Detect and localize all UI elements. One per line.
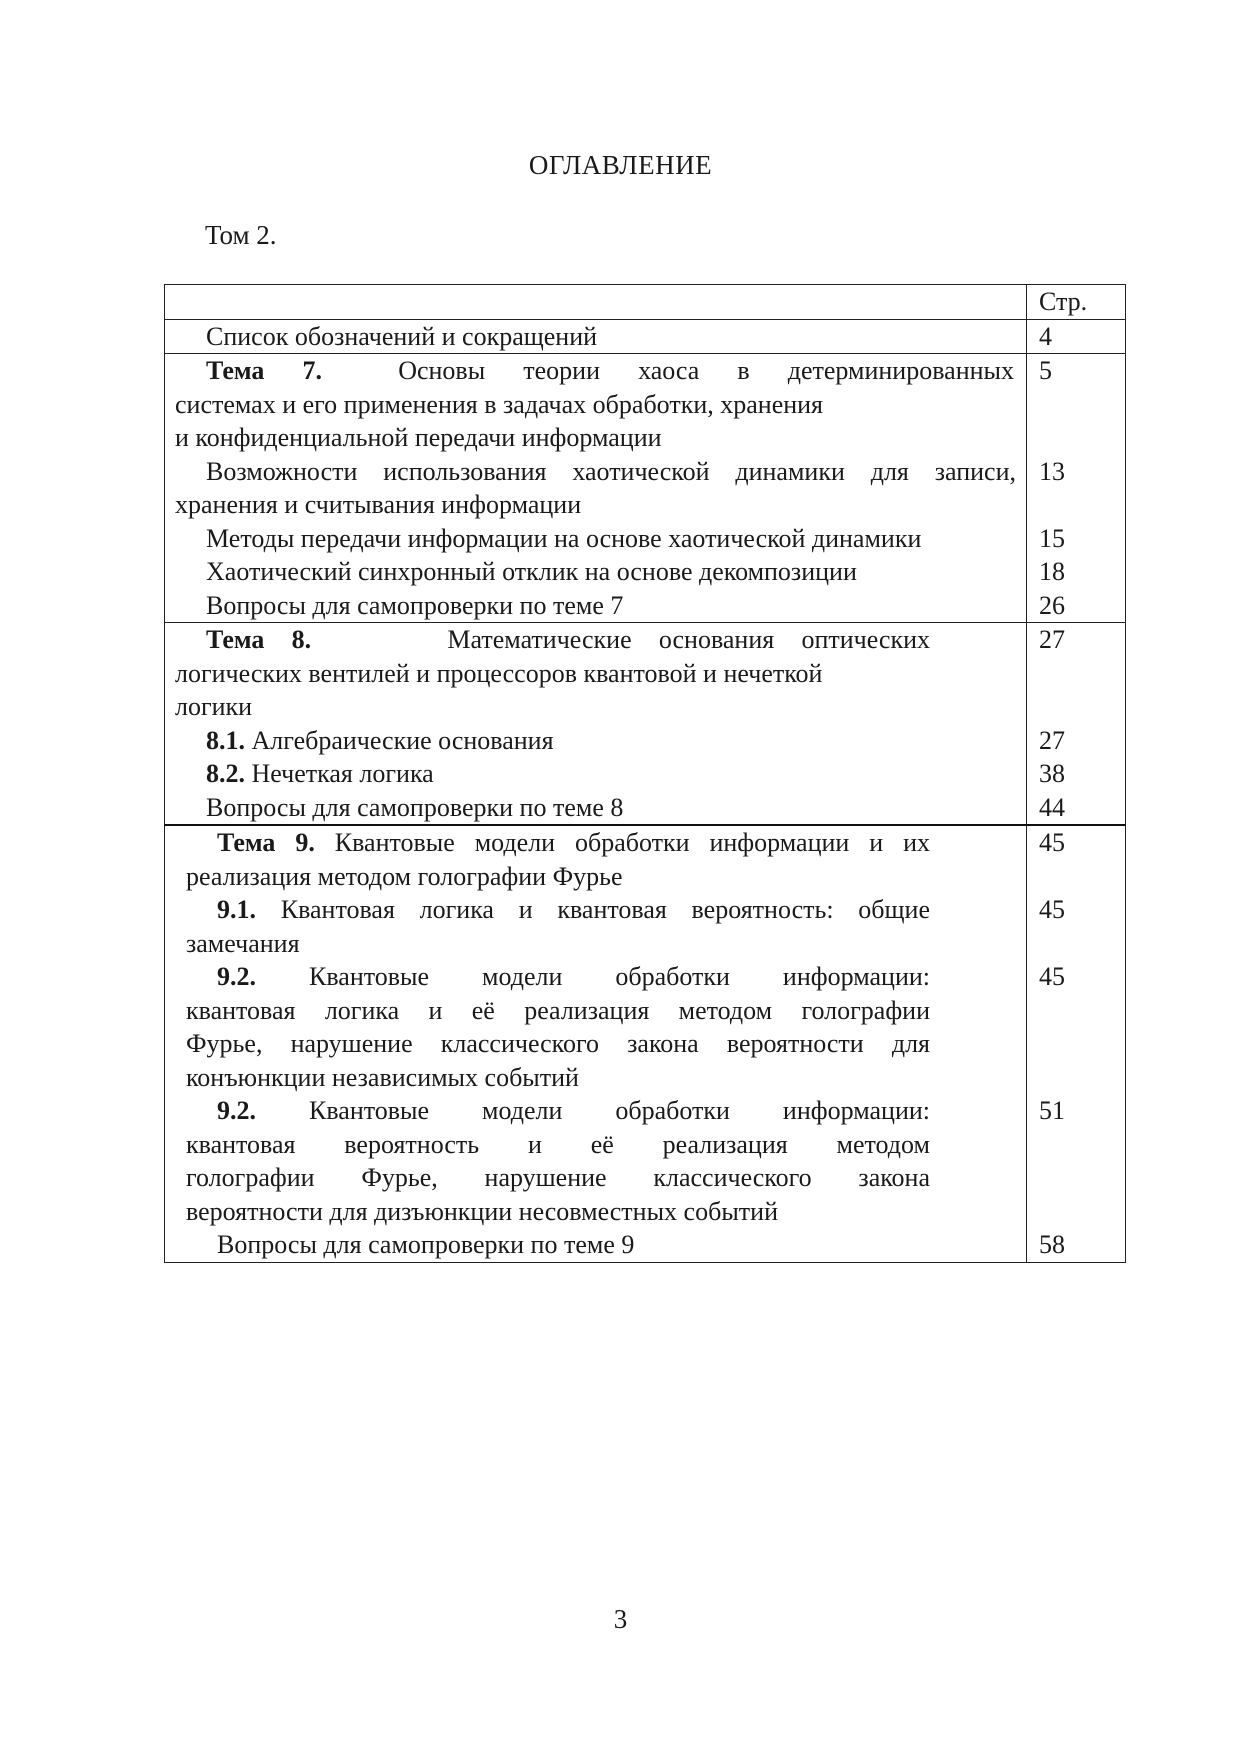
- toc-entry-title-line: конъюнкции независимых событий: [186, 1062, 579, 1092]
- toc-entry-t9-2b[interactable]: [165, 1094, 1026, 1228]
- toc-entry-page: 45: [1039, 962, 1065, 991]
- toc-entry-topic9[interactable]: [165, 826, 1026, 893]
- toc-entry-t7-s2[interactable]: Методы передачи информации на основе хаотической динамики: [206, 523, 922, 553]
- toc-entry-page: 51: [1039, 1096, 1065, 1125]
- toc-entry-t7-s1[interactable]: [165, 455, 1026, 522]
- toc-section-topic8: [165, 623, 1126, 826]
- toc-entry-title-line: хранения и считывания информации: [175, 490, 582, 519]
- toc-entry-page: 18: [1039, 557, 1065, 586]
- toc-entry-t7-s3[interactable]: Хаотический синхронный отклик на основе декомпозиции: [206, 557, 857, 586]
- toc-entry-title-line: реализация методом голографии Фурье: [186, 861, 623, 891]
- toc-entry-page: 15: [1039, 523, 1065, 553]
- volume-label: Том 2.: [205, 220, 277, 250]
- toc-entry-page: 5: [1039, 356, 1052, 385]
- toc-entry-title-line: Возможности использования хаотической динамики для записи,: [206, 456, 1016, 486]
- toc-entry-title-line: вероятности для дизъюнкции несовместных событий: [186, 1196, 778, 1226]
- toc-entry-t8-1[interactable]: 8.1. Алгебраические основания: [206, 725, 554, 755]
- toc-entry-page: 27: [1039, 625, 1065, 654]
- toc-entry-title-line: 9.2. Квантовые модели обработки информации:: [217, 1096, 930, 1125]
- toc-entry-topic7[interactable]: [165, 354, 1026, 455]
- toc-entry-topic8[interactable]: [165, 623, 1026, 724]
- toc-entry-title: Список обозначений и сокращений: [206, 321, 598, 351]
- toc-entry-page: 27: [1039, 725, 1065, 755]
- toc-entry-title-line: Тема 7. Основы теории хаоса в детерминированных: [206, 356, 1014, 385]
- toc-entry-page: 38: [1039, 759, 1065, 788]
- toc-entry-title-line: и конфиденциальной передачи информации: [175, 423, 662, 452]
- toc-table: [164, 284, 1126, 1263]
- toc-entry-title-line: системах и его применения в задачах обработки, хранения: [175, 389, 824, 419]
- toc-entry-title-line: квантовая логика и её реализация методом голографии: [186, 995, 930, 1025]
- toc-entry-t8-2[interactable]: 8.2. Нечеткая логика: [206, 759, 434, 788]
- toc-entry-t7-questions[interactable]: Вопросы для самопроверки по теме 7: [206, 590, 624, 620]
- toc-header-empty: [165, 285, 1027, 320]
- toc-entry-title-line: логики: [175, 692, 253, 721]
- toc-entry-t9-2a[interactable]: [165, 960, 1026, 1094]
- toc-entry-page: 45: [1039, 895, 1065, 924]
- toc-entry-t8-questions[interactable]: Вопросы для самопроверки по теме 8: [206, 792, 624, 822]
- toc-entry-abbrev[interactable]: [165, 319, 1126, 354]
- toc-entry-title-line: 9.1. Квантовая логика и квантовая вероятность: общие: [217, 895, 931, 924]
- toc-entry-title-line: логических вентилей и процессоров квантовой и нечеткой: [175, 658, 823, 688]
- toc-entry-title-line: квантовая вероятность и её реализация методом: [186, 1129, 930, 1159]
- toc-entry-page: 26: [1039, 590, 1065, 620]
- toc-entry-title-line: замечания: [186, 928, 300, 958]
- toc-entry-title-line: голографии Фурье, нарушение классического закона: [186, 1163, 930, 1192]
- page-number: 3: [613, 1604, 628, 1634]
- topic-number: Тема 8.: [206, 625, 312, 654]
- topic-number: Тема 9.: [217, 828, 315, 857]
- toc-entry-title-line: Тема 8. Математические основания оптических: [206, 625, 930, 654]
- toc-entry-page: 45: [1039, 828, 1065, 857]
- toc-heading: ОГЛАВЛЕНИЕ: [528, 150, 713, 180]
- topic-number: Тема 7.: [206, 356, 323, 385]
- toc-section-topic7: [165, 354, 1126, 623]
- toc-entry-title-line: 9.2. Квантовые модели обработки информации:: [217, 962, 930, 991]
- toc-entry-page: 13: [1039, 456, 1065, 486]
- page-col-header: Стр.: [1027, 285, 1126, 320]
- toc-entry-t9-1[interactable]: [165, 893, 1026, 960]
- toc-entry-title-line: Фурье, нарушение классического закона вероятности для: [186, 1029, 930, 1058]
- toc-entry-title-line: Тема 9. Квантовые модели обработки информации и их: [217, 828, 930, 857]
- toc-section-topic9: [165, 825, 1126, 1262]
- toc-entry-page: 4: [1027, 319, 1126, 354]
- toc-entry-page: 44: [1039, 792, 1065, 822]
- toc-entry-page: 58: [1039, 1230, 1065, 1259]
- toc-entry-t9-questions[interactable]: Вопросы для самопроверки по теме 9: [217, 1230, 635, 1259]
